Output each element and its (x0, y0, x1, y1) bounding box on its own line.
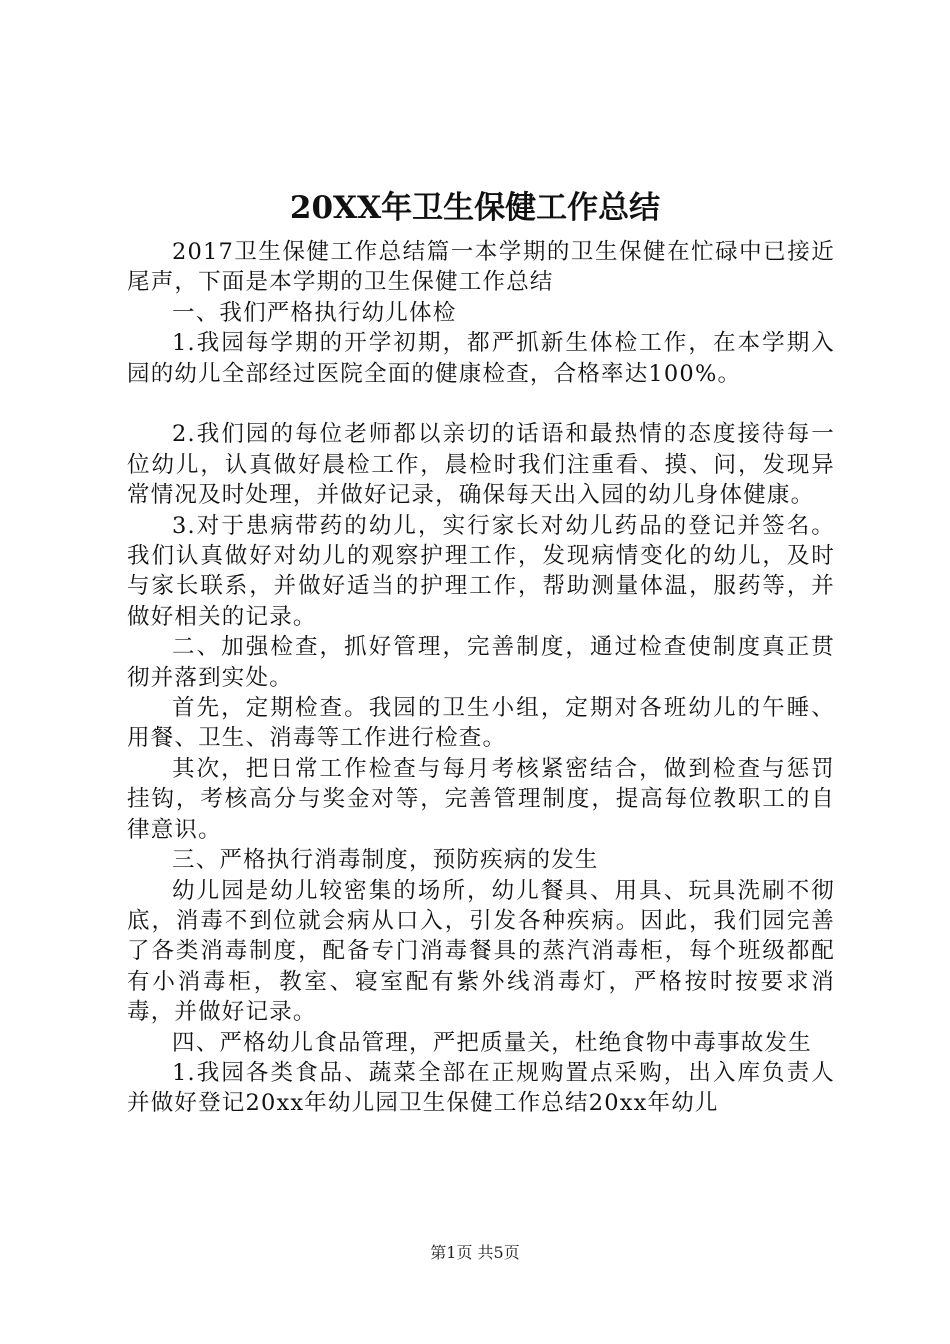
paragraph-item-4-1: 1.我园各类食品、蔬菜全部在正规购置点采购，出入库负责人并做好登记20xx年幼儿园卫生保健工作总结20xx年幼儿 (127, 1059, 835, 1117)
document-title: 20XX年卫生保健工作总结 (289, 190, 661, 226)
paragraph-intro: 2017卫生保健工作总结篇一本学期的卫生保健在忙碌中已接近尾声，下面是本学期的卫生保健工作总结 (127, 239, 835, 296)
document-body (127, 237, 835, 1119)
paragraph-item-1-2: 2.我们园的每位老师都以亲切的话语和最热情的态度接待每一位幼儿，认真做好晨检工作，晨检时我们注重看、摸、问，发现异常情况及时处理，并做好记录，确保每天出入园的幼儿身体健康。 (127, 421, 835, 509)
paragraph-item-1-3: 3.对于患病带药的幼儿，实行家长对幼儿药品的登记并签名。我们认真做好对幼儿的观察护理工作，发现病情变化的幼儿，及时与家长联系，并做好适当的护理工作，帮助测量体温，服药等，并做好相关的记录。 (127, 512, 835, 630)
paragraph-item-2-2: 其次，把日常工作检查与每月考核紧密结合，做到检查与惩罚挂钩，考核高分与奖金对等，完善管理制度，提高每位教职工的自律意识。 (127, 755, 835, 843)
blank-line (127, 389, 835, 419)
page-footer: 第1页 共5页 (430, 1243, 520, 1262)
section-heading-4: 四、严格幼儿食品管理，严把质量关，杜绝食物中毒事故发生 (172, 1029, 812, 1056)
paragraph-item-1-1: 1.我园每学期的开学初期，都严抓新生体检工作，在本学期入园的幼儿全部经过医院全面的健康检查，合格率达100%。 (127, 330, 835, 387)
paragraph-item-2-1: 首先，定期检查。我园的卫生小组，定期对各班幼儿的午睡、用餐、卫生、消毒等工作进行检查。 (127, 695, 835, 752)
section-heading-3: 三、严格执行消毒制度，预防疾病的发生 (172, 847, 599, 874)
paragraph-item-3-1: 幼儿园是幼儿较密集的场所，幼儿餐具、用具、玩具洗刷不彻底，消毒不到位就会病从口入，引发各种疾病。因此，我们园完善了各类消毒制度，配备专门消毒餐具的蒸汽消毒柜，每个班级都配有小消毒柜，教室、寝室配有紫外线消毒灯，严格按时按要求消毒，并做好记录。 (127, 877, 835, 1026)
section-heading-2: 二、加强检查，抓好管理，完善制度，通过检查使制度真正贯彻并落到实处。 (127, 634, 835, 691)
section-heading-1: 一、我们严格执行幼儿体检 (172, 299, 457, 326)
